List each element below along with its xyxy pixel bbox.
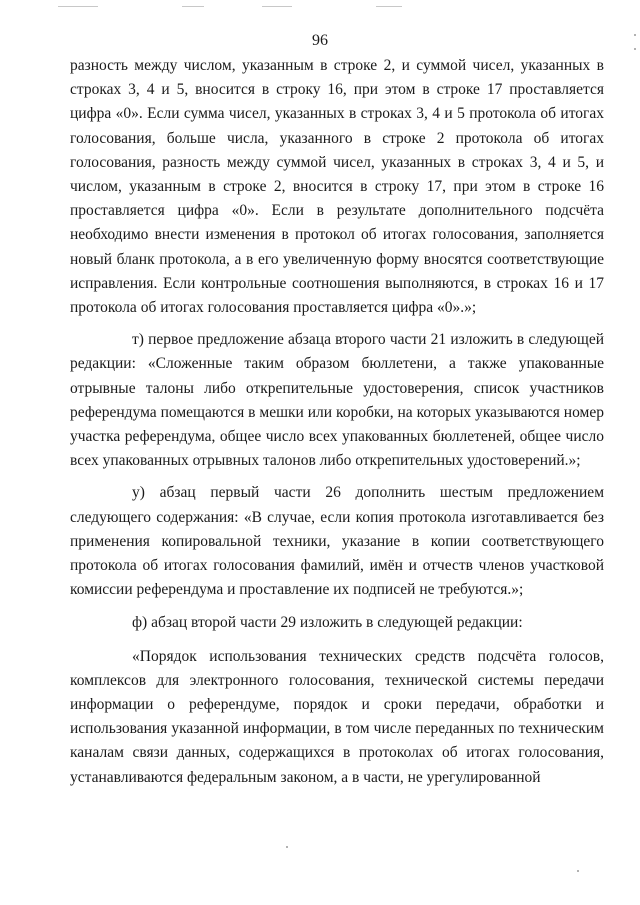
paragraph-item-t: т) первое предложение абзаца второго части 21 изложить в следующей редакции: «Сложенные таким образом бюллетени, а также упакованные отрывные талоны либо открепительные удостоверения, список участников референдума помещаются в мешки или коробки, на которых указываются номер участка референдума, общее число всех упакованных бюллетеней, общее число всех упакованных отрывных талонов либо открепительных удостоверений.»; [70,331,604,470]
scan-speck [577,870,579,872]
scan-artifact [262,6,292,7]
scan-artifact [58,6,98,7]
scan-artifact [182,6,204,7]
paragraph-continuation: разность между числом, указанным в строке 2, и суммой чисел, указанных в строках 3, 4 и 5, вносится в строку 16, при этом в строке 17 проставляется цифра «0». Если сумма чисел, указанных в строках 3, 4 и 5 протокола об итогах голосования, больше числа, указанного в строке 2 протокола об итогах голосования, разность между суммой чисел, указанных в строках 3, 4 и 5, и числом, указанным в строке 2, вносится в строку 17, при этом в строке 16 проставляется цифра «0». Если в результате дополнительного подсчёта необходимо внести изменения в протокол об итогах голосования, заполняется новый бланк протокола, а в его увеличенную форму вносятся соответствующие исправления. Если контрольные соотношения выполняются, в строках 16 и 17 протокола об итогах голосования проставляется цифра «0».»; [70,57,604,317]
paragraph-item-f: ф) абзац второй части 29 изложить в следующей редакции: [132,614,523,632]
scan-artifact [376,6,402,7]
page-number: 96 [312,32,328,49]
scan-speck [634,48,636,50]
paragraph-item-u: у) абзац первый части 26 дополнить шестым предложением следующего содержания: «В случае, если копия протокола изготавливается без применения копировальной техники, указание в копии соответствующего протокола об итогах голосования фамилий, имён и отчеств членов участковой комиссии референдума и проставление их подписей не требуются.»; [70,484,604,599]
scan-speck [286,846,288,848]
paragraph-quoted-text: «Порядок использования технических средств подсчёта голосов, комплексов для электронного голосования, технической системы передачи информации о референдуме, порядок и сроки передачи, обработки и использования указанной информации, в том числе переданных по техническим каналам связи данных, содержащихся в протоколах об итогах голосования, устанавливаются федеральным законом, а в части, не урегулированной [70,647,604,786]
scan-speck [634,34,636,36]
document-body [70,54,604,790]
